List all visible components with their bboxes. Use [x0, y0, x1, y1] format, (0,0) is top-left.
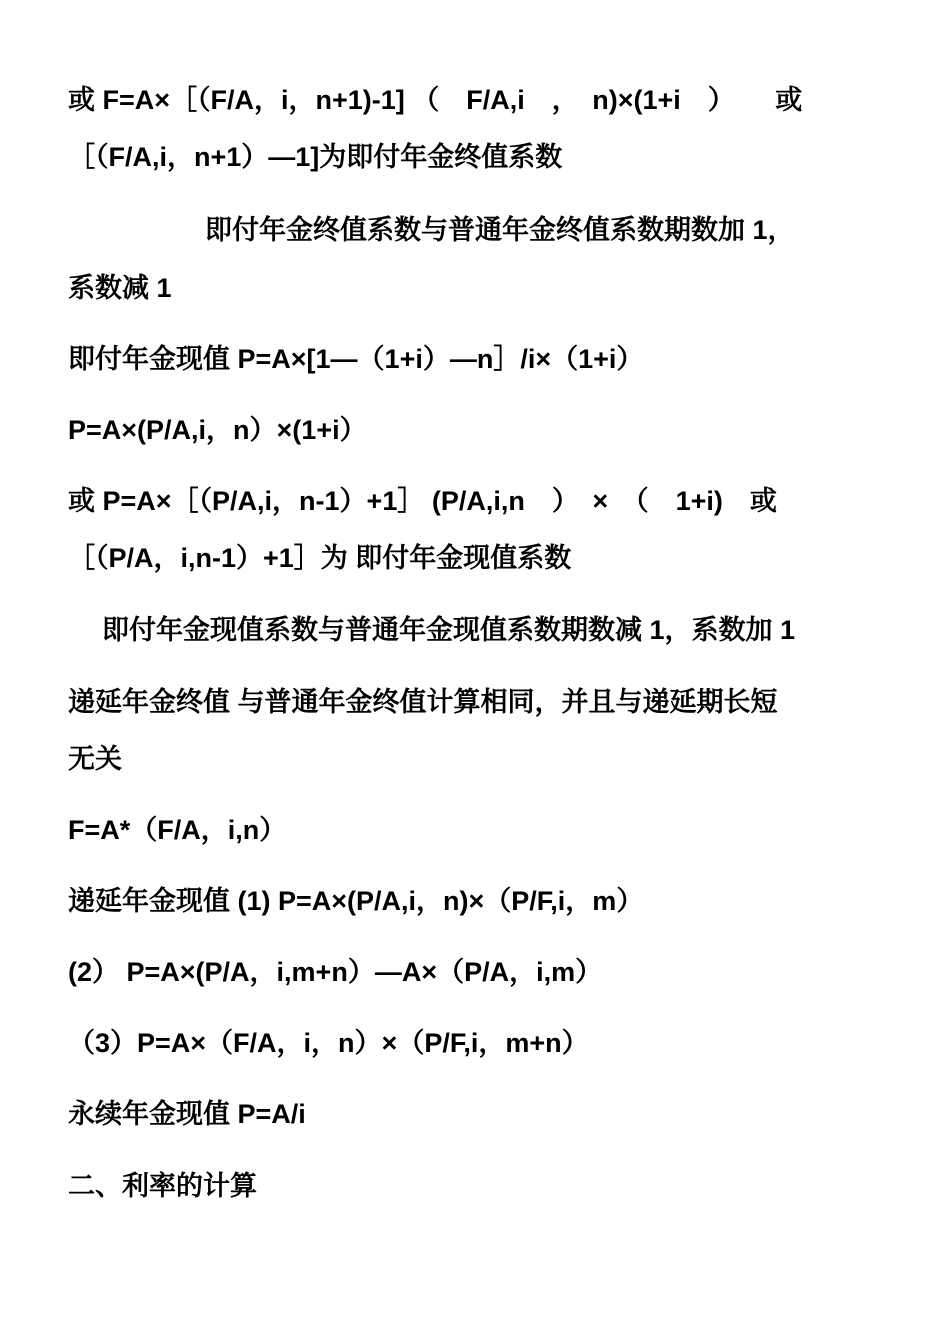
text-line-5: 即付年金现值 P=A×[1—（1+i）—n］/i×（1+i）	[68, 344, 644, 374]
text-line-8: ［（P/A，i,n-1）+1］为 即付年金现值系数	[68, 543, 572, 573]
text-line-15: （3）P=A×（F/A，i，n）×（P/F,i，m+n）	[68, 1028, 589, 1058]
text-line-1: 或 F=A×［（F/A，i，n+1)-1] （ F/A,i ， n)×(1+i ） 或	[68, 85, 803, 115]
text-line-14: (2） P=A×(P/A，i,m+n）—A×（P/A，i,m）	[68, 957, 603, 987]
text-line-11: 无关	[68, 744, 122, 774]
section-heading: 二、利率的计算	[68, 1171, 257, 1201]
text-line-9: 即付年金现值系数与普通年金现值系数期数减 1，系数加 1	[102, 615, 796, 645]
text-line-2: ［（F/A,i，n+1）—1]为即付年金终值系数	[68, 142, 563, 172]
text-line-16: 永续年金现值 P=A/i	[68, 1099, 306, 1129]
text-line-7: 或 P=A×［（P/A,i，n-1）+1］ (P/A,i,n ） × （ 1+i) 或	[68, 486, 777, 516]
text-line-12: F=A*（F/A，i,n）	[68, 815, 287, 845]
text-line-6: P=A×(P/A,i，n）×(1+i）	[68, 415, 367, 445]
text-line-4: 系数减 1	[68, 273, 172, 303]
text-line-13: 递延年金现值 (1) P=A×(P/A,i，n)×（P/F,i，m）	[68, 886, 644, 916]
text-line-10: 递延年金终值 与普通年金终值计算相同，并且与递延期长短	[68, 687, 778, 717]
text-line-3: 即付年金终值系数与普通年金终值系数期数加 1，	[205, 215, 795, 245]
